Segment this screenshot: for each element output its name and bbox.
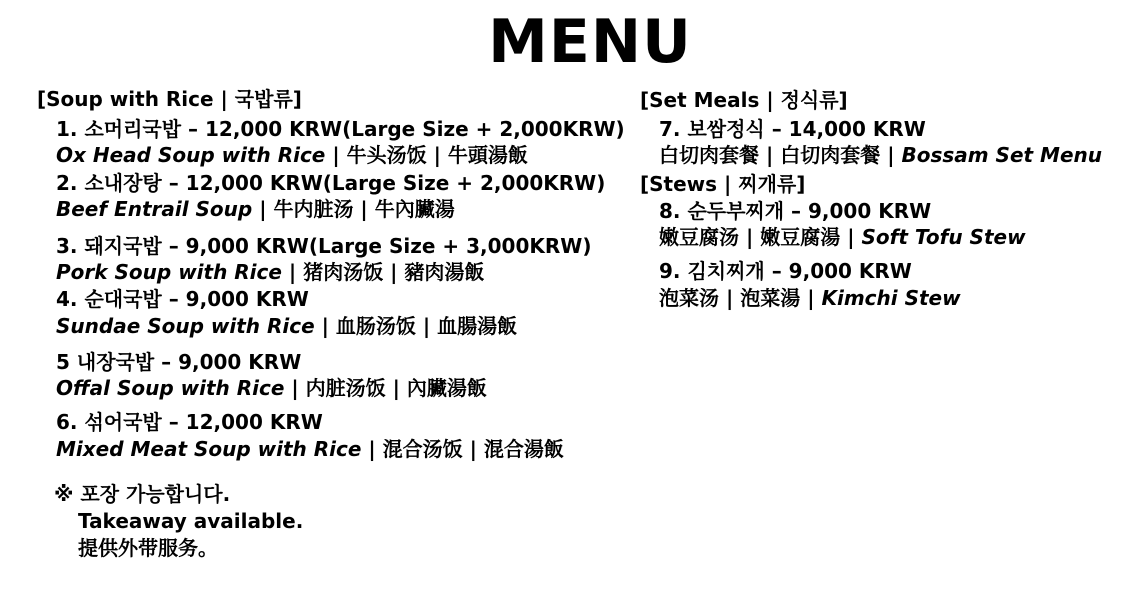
traditional-chinese-name: 血腸湯飯 xyxy=(437,314,518,338)
english-name: Ox Head Soup with Rice xyxy=(56,143,326,167)
menu-item-name: 4. 순대국밥 – 9,000 KRW xyxy=(56,287,309,311)
traditional-chinese-name: 內臟湯飯 xyxy=(406,376,487,400)
english-name: Mixed Meat Soup with Rice xyxy=(56,437,362,461)
menu-item-name: 5 내장국밥 – 9,000 KRW xyxy=(56,350,302,374)
menu-item-name: 1. 소머리국밥 – 12,000 KRW(Large Size + 2,000KRW) xyxy=(56,117,625,141)
traditional-chinese-name: 牛頭湯飯 xyxy=(447,143,528,167)
menu-item-name: 3. 돼지국밥 – 9,000 KRW(Large Size + 3,000KRW) xyxy=(56,234,592,258)
menu-item-name: 7. 보쌈정식 – 14,000 KRW xyxy=(659,117,926,141)
section-header-stews: [Stews | 찌개류] xyxy=(640,172,806,196)
english-name: Bossam Set Menu xyxy=(901,143,1102,167)
menu-item-name: 2. 소내장탕 – 12,000 KRW(Large Size + 2,000KRW) xyxy=(56,171,606,195)
menu-title: MENU xyxy=(488,7,692,77)
menu-item-translations: Mixed Meat Soup with Rice | 混合汤饭 | 混合湯飯 xyxy=(56,437,564,461)
traditional-chinese-name: 泡菜湯 xyxy=(740,286,801,310)
traditional-chinese-name: 嫩豆腐湯 xyxy=(760,225,841,249)
takeaway-note-korean: ※ 포장 가능합니다. xyxy=(54,482,231,506)
menu-item-translations: Pork Soup with Rice | 猪肉汤饭 | 豬肉湯飯 xyxy=(56,260,485,284)
english-name: Beef Entrail Soup xyxy=(56,197,253,221)
traditional-chinese-name: 豬肉湯飯 xyxy=(404,260,485,284)
simplified-chinese-name: 内脏汤饭 xyxy=(305,376,386,400)
english-name: Kimchi Stew xyxy=(821,286,961,310)
english-name: Pork Soup with Rice xyxy=(56,260,282,284)
section-header-soup: [Soup with Rice | 국밥류] xyxy=(37,87,302,111)
simplified-chinese-name: 牛内脏汤 xyxy=(273,197,354,221)
simplified-chinese-name: 猪肉汤饭 xyxy=(303,260,384,284)
menu-item-translations: Sundae Soup with Rice | 血肠汤饭 | 血腸湯飯 xyxy=(56,314,518,338)
simplified-chinese-name: 泡菜汤 xyxy=(659,286,719,310)
traditional-chinese-name: 白切肉套餐 xyxy=(780,143,881,167)
takeaway-note-english: Takeaway available. xyxy=(78,509,304,533)
simplified-chinese-name: 混合汤饭 xyxy=(382,437,463,461)
menu-item-name: 6. 섞어국밥 – 12,000 KRW xyxy=(56,410,323,434)
menu-item-translations: 白切肉套餐 | 白切肉套餐 | Bossam Set Menu xyxy=(659,143,1102,167)
menu-item-translations: Beef Entrail Soup | 牛内脏汤 | 牛內臟湯 xyxy=(56,197,455,221)
menu-item-translations: 嫩豆腐汤 | 嫩豆腐湯 | Soft Tofu Stew xyxy=(659,225,1026,249)
simplified-chinese-name: 血肠汤饭 xyxy=(335,314,416,338)
traditional-chinese-name: 混合湯飯 xyxy=(483,437,564,461)
english-name: Offal Soup with Rice xyxy=(56,376,285,400)
menu-item-name: 8. 순두부찌개 – 9,000 KRW xyxy=(659,199,932,223)
simplified-chinese-name: 嫩豆腐汤 xyxy=(659,225,739,249)
takeaway-note-chinese: 提供外带服务。 xyxy=(78,536,218,560)
english-name: Soft Tofu Stew xyxy=(861,225,1026,249)
menu-item-name: 9. 김치찌개 – 9,000 KRW xyxy=(659,259,912,283)
simplified-chinese-name: 白切肉套餐 xyxy=(659,143,759,167)
english-name: Sundae Soup with Rice xyxy=(56,314,315,338)
menu-item-translations: 泡菜汤 | 泡菜湯 | Kimchi Stew xyxy=(659,286,961,310)
section-header-set-meals: [Set Meals | 정식류] xyxy=(640,88,848,112)
menu-item-translations: Ox Head Soup with Rice | 牛头汤饭 | 牛頭湯飯 xyxy=(56,143,528,167)
simplified-chinese-name: 牛头汤饭 xyxy=(346,143,427,167)
menu-item-translations: Offal Soup with Rice | 内脏汤饭 | 內臟湯飯 xyxy=(56,376,487,400)
traditional-chinese-name: 牛內臟湯 xyxy=(374,197,455,221)
